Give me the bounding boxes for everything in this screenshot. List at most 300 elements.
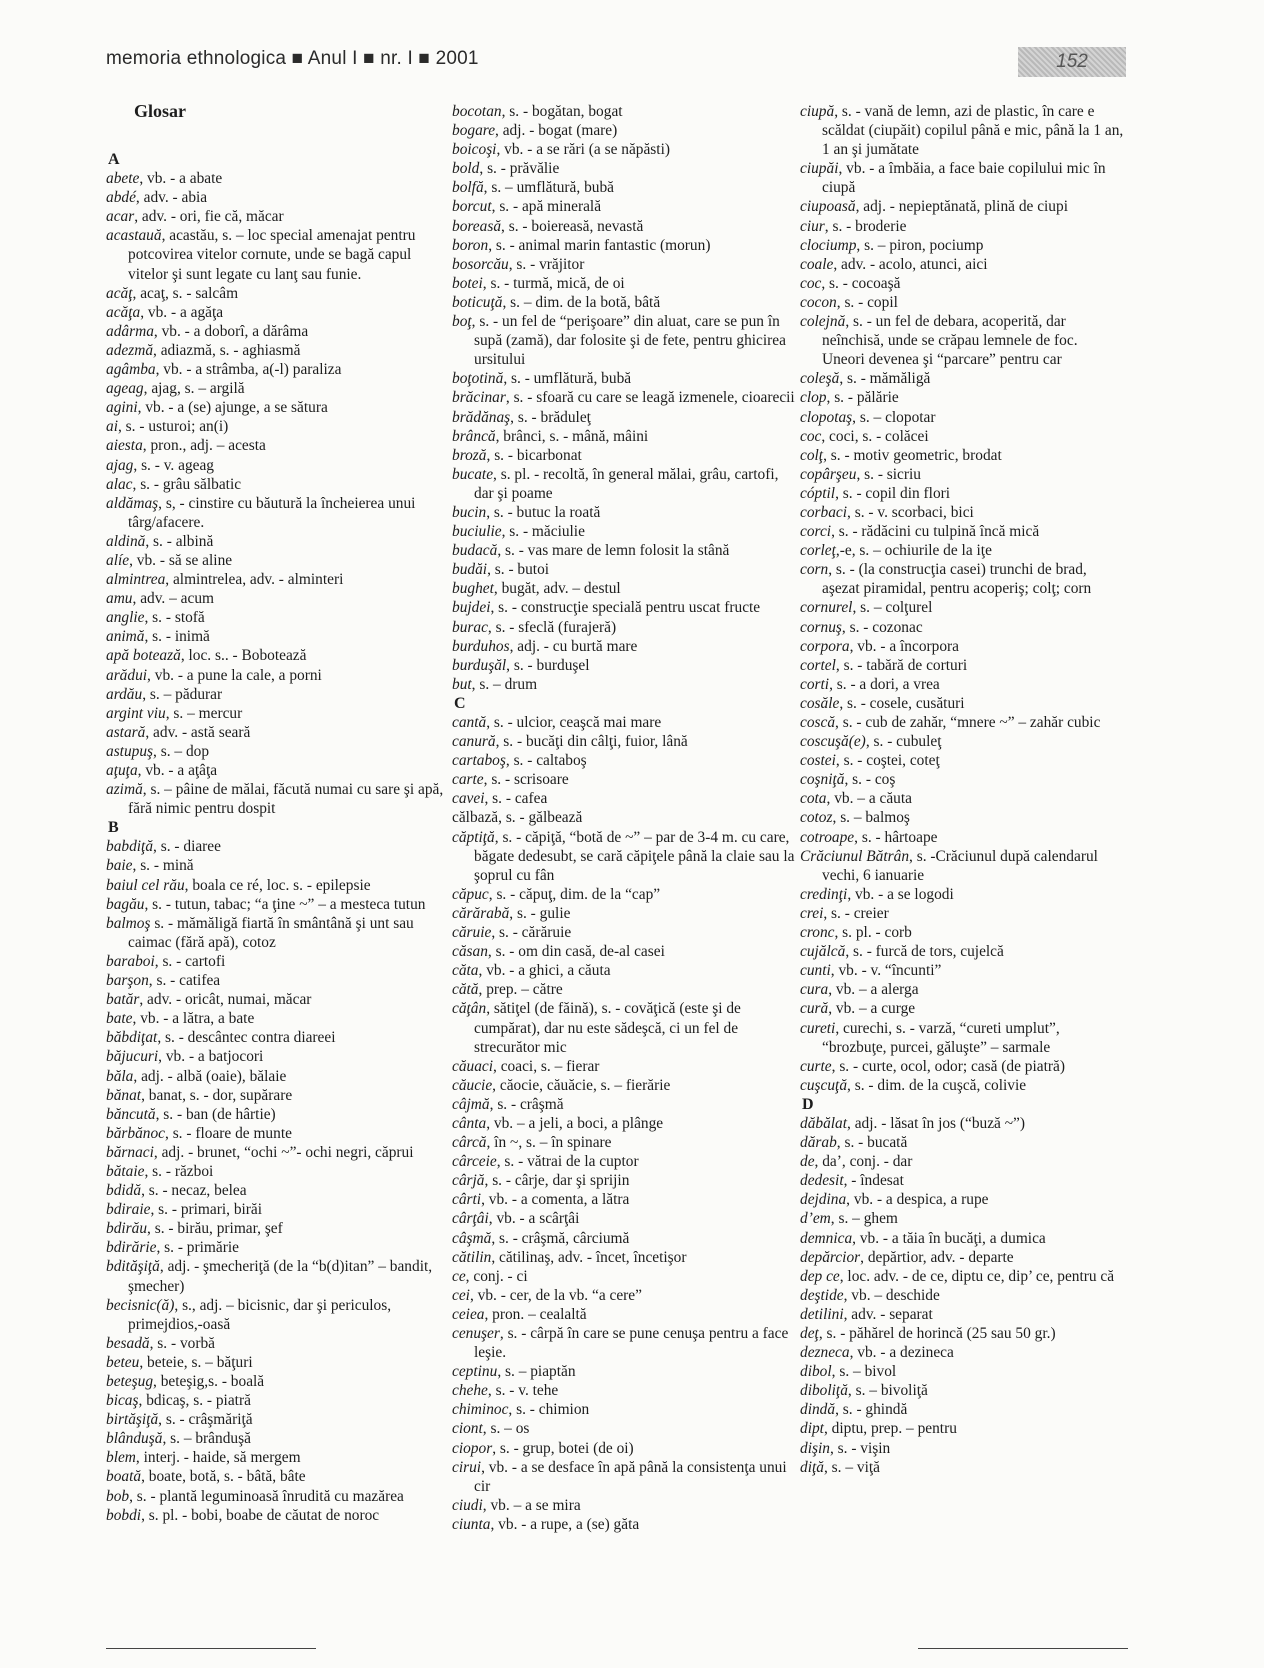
entry-headword: cărărabă: [452, 904, 510, 922]
entry-definition: , acaţ, s. - salcâm: [132, 284, 239, 302]
glossary-entry: [800, 1209, 1124, 1228]
glossary-entry: [452, 656, 798, 675]
entry-headword: bate: [106, 1010, 133, 1028]
entry-headword: aldină: [106, 532, 146, 550]
entry-definition: , pron. – cealaltă: [484, 1305, 587, 1323]
glossary-entry: [106, 1124, 446, 1143]
entry-definition: , s, - cinstire cu băutură la încheierea unui târg/afacere.: [128, 494, 416, 531]
entry-headword: bărbănoc: [106, 1124, 165, 1142]
entry-definition: , s. - boiereasă, nevastă: [501, 217, 644, 235]
glossary-entry: [106, 742, 446, 761]
entry-definition: , s. – bivoliţă: [847, 1382, 928, 1400]
entry-headword: abdé: [106, 189, 136, 207]
entry-definition: , beteie, s. – băţuri: [139, 1353, 253, 1371]
entry-headword: cureti: [800, 1019, 836, 1037]
entry-definition: , vb. - a se desface în apă până la consistenţa unui cir: [474, 1458, 787, 1495]
entry-headword: aldămaş: [106, 494, 159, 512]
entry-definition: , almintrelea, adv. - alminteri: [165, 571, 344, 589]
entry-headword: copârşeu: [800, 465, 857, 483]
glossary-entry: [452, 942, 798, 961]
entry-headword: cosăle: [800, 694, 840, 712]
entry-headword: budăi: [452, 561, 488, 579]
entry-definition: , s. - dim. de la cuşcă, colivie: [847, 1076, 1027, 1094]
glossary-entry: [106, 379, 446, 398]
section-letter: A: [108, 151, 120, 168]
glossary-entry: [800, 1400, 1124, 1419]
separator-icon: ■: [291, 48, 304, 69]
glossary-entry: [452, 637, 798, 656]
glossary-entry: [106, 704, 446, 723]
entry-headword: coale: [800, 255, 834, 273]
glossary-entry: [800, 274, 1124, 293]
entry-definition: , vb. - a scârţâi: [488, 1210, 580, 1228]
entry-definition: , coci, s. - colăcei: [821, 427, 929, 445]
entry-definition: , s. - grâu sălbatic: [132, 475, 242, 493]
entry-headword: besadă: [106, 1334, 150, 1352]
entry-definition: ,-e, s. – ochiurile de la iţe: [835, 542, 992, 560]
glossary-entry: [106, 952, 446, 971]
glossary-entry: [800, 1324, 1124, 1343]
glossary-entry: [800, 427, 1124, 446]
entry-definition: , s. - vrăjitor: [508, 255, 585, 273]
entry-headword: baiul cel rău: [106, 876, 185, 894]
entry-definition: , s. - inimă: [144, 628, 210, 646]
entry-headword: ciont: [452, 1420, 483, 1438]
entry-headword: beteu: [106, 1353, 140, 1371]
entry-definition: , s. - cosele, cusături: [839, 694, 965, 712]
glossary-entry: [800, 1381, 1124, 1400]
entry-definition: , s. - v. tehe: [487, 1382, 559, 1400]
glossary-entry: [452, 1515, 798, 1534]
entry-headword: ciunta: [452, 1515, 491, 1533]
glossary-entry: [452, 675, 798, 694]
footer-rule: [918, 1648, 1128, 1649]
entry-definition: , s. - burduşel: [506, 656, 590, 674]
entry-definition: , s. - cafea: [484, 790, 548, 808]
glossary-entry: [452, 388, 798, 407]
glossary-entry: [452, 923, 798, 942]
entry-headword: cunti: [800, 962, 831, 980]
entry-definition: , s. - cărăruie: [491, 924, 572, 942]
entry-headword: bucate: [452, 465, 494, 483]
entry-headword: căucie: [452, 1076, 493, 1094]
entry-headword: aţuţa: [106, 762, 138, 779]
entry-definition: , s. - vas mare de lemn folosit la stână: [497, 542, 730, 560]
entry-headword: cârjă: [452, 1172, 485, 1190]
glossary-entry: [800, 1248, 1124, 1267]
glossary-entry: [800, 1286, 1124, 1305]
entry-definition: , s. – colţurel: [852, 599, 933, 617]
entry-headword: cuşcuţă: [800, 1076, 848, 1094]
entry-definition: , s. - un fel de “perişoare” din aluat, care se pun în supă (zamă), dar folosite şi de fete, pentru ghicirea ursitului: [471, 313, 786, 369]
entry-definition: , în ~, s. – în spinare: [486, 1134, 612, 1152]
issue-label: nr. I: [380, 48, 413, 69]
glossary-title: Glosar: [134, 101, 186, 121]
entry-definition: , s. – umflătură, bubă: [483, 179, 615, 197]
entry-headword: cóptil: [800, 484, 836, 502]
entry-definition: , s. – os: [482, 1420, 530, 1438]
glossary-entry: [106, 1429, 446, 1448]
entry-definition: , vb. - a dezineca: [849, 1344, 954, 1362]
glossary-entry: [106, 532, 446, 551]
entry-definition: , s. - coştei, coteţ: [835, 752, 940, 770]
entry-definition: , adj. - cu burtă mare: [509, 637, 638, 655]
entry-definition: , s. - furcă de tors, cujelcă: [845, 943, 1004, 961]
glossary-entry: [800, 1458, 1124, 1477]
entry-definition: , adv. - separat: [843, 1305, 933, 1323]
entry-definition: , adj. - albă (oaie), bălaie: [133, 1067, 287, 1085]
glossary-entry: [800, 560, 1124, 598]
glossary-entry: [800, 217, 1124, 236]
glossary-entry: [452, 885, 798, 904]
entry-definition: , s. – brânduşă: [162, 1430, 251, 1448]
entry-definition: , vb. - a agăţa: [140, 303, 224, 321]
glossary-entry: [800, 732, 1124, 751]
entry-headword: dăbălat: [800, 1114, 848, 1132]
glossary-entry: [800, 388, 1124, 407]
entry-definition: , s. – mercur: [165, 704, 243, 722]
entry-definition: , s. - război: [144, 1162, 214, 1180]
entry-definition: , conj. - ci: [465, 1267, 528, 1285]
glossary-entry: [106, 341, 446, 360]
entry-headword: but: [452, 675, 472, 693]
glossary-entry: [452, 1324, 798, 1362]
glossary-entry: [106, 895, 446, 914]
entry-definition: , adj. - nepieptănată, plină de ciupi: [855, 198, 1068, 216]
glossary-entry: [800, 656, 1124, 675]
glossary-entry: [452, 522, 798, 541]
glossary-entry: [452, 980, 798, 999]
glossary-entry: [800, 1152, 1124, 1171]
entry-definition: , s. - rădăcini cu tulpină încă mică: [831, 523, 1040, 541]
entry-definition: , pron., adj. – acesta: [142, 437, 266, 455]
entry-headword: cornurel: [800, 599, 853, 617]
entry-definition: , s. - ulcior, ceaşcă mai mare: [486, 714, 662, 731]
entry-headword: ardău: [106, 685, 143, 703]
glossary-entry: [106, 1105, 446, 1124]
entry-definition: , căocie, căuăcie, s. – fierărie: [492, 1076, 671, 1094]
entry-definition: , vb. - a se logodi: [847, 885, 954, 903]
entry-headword: cirui: [452, 1458, 482, 1476]
glossary-entry: [800, 675, 1124, 694]
glossary-entry: [106, 627, 446, 646]
entry-headword: ce: [452, 1267, 466, 1285]
entry-definition: , s. – dop: [153, 742, 210, 760]
entry-definition: , adv. - ori, fie că, măcar: [134, 208, 284, 226]
entry-definition: , s., adj. – bicisnic, dar şi periculos, primejdios,-oasă: [128, 1296, 392, 1333]
glossary-entry: [800, 961, 1124, 980]
entry-headword: diţă: [800, 1458, 824, 1476]
glossary-entry: [106, 761, 446, 780]
glossary-entry: [452, 217, 798, 236]
glossary-entry: [106, 608, 446, 627]
entry-headword: coscuşă(e): [800, 733, 866, 751]
entry-definition: , s. - vană de lemn, azi de plastic, în care e scăldat (ciupăit) copilul până e mic, până la 1 an, 1 an şi jumătate: [822, 103, 1124, 159]
entry-definition: , s. - tabără de corturi: [835, 656, 968, 674]
glossary-entry: [106, 1162, 446, 1181]
entry-headword: clociump: [800, 236, 857, 254]
entry-definition: , s. - sicriu: [856, 465, 921, 483]
entry-definition: , s. - crâşmăriţă: [158, 1411, 253, 1429]
entry-definition: , - îndesat: [843, 1172, 904, 1190]
glossary-entry: [800, 694, 1124, 713]
entry-definition: , s. – pădurar: [142, 685, 223, 703]
entry-definition: , s. – balmoş: [832, 809, 910, 827]
entry-headword: cârţâi: [452, 1210, 489, 1228]
entry-headword: bărnaci: [106, 1143, 154, 1161]
glossary-entry: [106, 284, 446, 303]
entry-headword: coc: [800, 274, 822, 292]
entry-definition: , brânci, s. - mână, mâini: [495, 427, 649, 445]
glossary-entry: [106, 207, 446, 226]
entry-headword: cârti: [452, 1191, 482, 1209]
entry-definition: , s. - bogătan, bogat: [501, 103, 623, 120]
entry-headword: clop: [800, 389, 827, 407]
glossary-entry: [106, 169, 446, 188]
entry-headword: acăţ: [106, 284, 133, 302]
entry-headword: detilini: [800, 1305, 844, 1323]
entry-definition: , adv. - abia: [135, 189, 208, 207]
glossary-entry: [452, 1248, 798, 1267]
entry-headword: animă: [106, 628, 145, 646]
entry-headword: bicaş: [106, 1392, 139, 1410]
glossary-entry: [452, 293, 798, 312]
entry-headword: bobdi: [106, 1506, 142, 1524]
glossary-entry: [452, 541, 798, 560]
entry-headword: acastauă: [106, 227, 162, 245]
entry-definition: , sătiţel (de făină), s. - covăţică (este şi de cumpărat), dar nu este sădeşcă, ci un fel de strecurător mic: [474, 1000, 741, 1056]
glossary-entry: [106, 723, 446, 742]
entry-definition: , s. – viţă: [823, 1458, 880, 1476]
glossary-column-3: [800, 102, 1124, 1477]
entry-headword: bughet: [452, 580, 494, 598]
entry-headword: căpuc: [452, 885, 489, 903]
glossary-entry: [106, 1391, 446, 1410]
glossary-entry: [452, 828, 798, 885]
glossary-entry: [452, 1114, 798, 1133]
glossary-entry: [800, 312, 1124, 369]
entry-headword: boţotină: [452, 370, 504, 388]
entry-headword: boron: [452, 236, 489, 254]
entry-headword: acar: [106, 208, 135, 226]
separator-icon: ■: [363, 48, 375, 69]
glossary-entry: [452, 1190, 798, 1209]
entry-headword: cură: [800, 1000, 829, 1018]
glossary-entry: [106, 1181, 446, 1200]
entry-definition: , s. - scrisoare: [483, 771, 569, 789]
entry-headword: anglie: [106, 609, 145, 627]
entry-headword: depărcior: [800, 1248, 861, 1266]
entry-headword: dipt: [800, 1420, 824, 1438]
entry-headword: almintrea: [106, 571, 166, 589]
entry-definition: , da’, conj. - dar: [814, 1153, 913, 1171]
entry-headword: bosorcău: [452, 255, 509, 273]
entry-headword: căuaci: [452, 1057, 494, 1075]
entry-definition: , vb. - a batjocori: [158, 1048, 264, 1066]
entry-definition: , vb. - a aţâţa: [137, 762, 218, 779]
glossary-entry: [452, 312, 798, 369]
glossary-entry: [106, 1219, 446, 1238]
entry-headword: baraboi: [106, 952, 155, 970]
glossary-entry: [106, 914, 446, 952]
entry-headword: ciudi: [452, 1496, 483, 1514]
glossary-entry: [452, 274, 798, 293]
entry-headword: blânduşă: [106, 1430, 163, 1448]
entry-definition: , bdicaş, s. - piatră: [138, 1392, 251, 1410]
entry-definition: , s. - floare de munte: [165, 1124, 292, 1142]
entry-headword: cârcă: [452, 1134, 487, 1152]
entry-headword: cota: [800, 790, 827, 808]
entry-definition: , s. - turmă, mică, de oi: [482, 274, 625, 292]
entry-headword: dărab: [800, 1134, 837, 1152]
entry-definition: , vb. – a se mira: [482, 1496, 581, 1514]
entry-definition: , s. - caltaboş: [505, 752, 587, 770]
glossary-entry: [106, 666, 446, 685]
glossary-entry: [106, 1238, 446, 1257]
entry-definition: , vb. - v. “încunti”: [830, 962, 942, 980]
glossary-entry: [800, 503, 1124, 522]
glossary-entry: [106, 456, 446, 475]
glossary-entry: [452, 159, 798, 178]
entry-headword: carte: [452, 771, 484, 789]
entry-definition: , s. - copil din flori: [835, 484, 951, 502]
glossary-entry: [452, 1419, 798, 1438]
entry-headword: dejdina: [800, 1191, 847, 1209]
glossary-entry: [800, 847, 1124, 885]
entry-definition: , vb. - să se aline: [129, 551, 233, 569]
entry-headword: câşmă: [452, 1229, 492, 1247]
entry-definition: , s. - hârtoape: [854, 828, 938, 846]
glossary-entry: [800, 484, 1124, 503]
glossary-entry: [452, 140, 798, 159]
entry-definition: s. - mămăligă fiartă în smântână şi unt sau caimac (fără apă), cotoz: [128, 914, 414, 951]
glossary-entry: [800, 293, 1124, 312]
glossary-entry: [800, 1267, 1124, 1286]
glossary-column-2: [452, 102, 798, 1534]
entry-definition: , vb. - a rupe, a (se) găta: [490, 1515, 640, 1533]
entry-headword: becisnic(ă): [106, 1296, 175, 1314]
glossary-entry: [452, 503, 798, 522]
entry-definition: , s. – drum: [471, 675, 538, 693]
entry-definition: , s. - apă minerală: [491, 198, 602, 216]
entry-headword: acăţa: [106, 303, 141, 321]
entry-headword: coc: [800, 427, 822, 445]
entry-headword: birtăşiţă: [106, 1411, 159, 1429]
glossary-entry: [452, 1095, 798, 1114]
entry-definition: , s. - bicarbonat: [486, 446, 582, 464]
glossary-entry: [106, 1086, 446, 1105]
glossary-entry: [800, 980, 1124, 999]
entry-definition: , s. - v. scorbaci, bici: [847, 503, 974, 521]
entry-definition: , s. pl. - recoltă, în general mălai, grâu, cartofi, dar şi poame: [474, 465, 779, 502]
glossary-entry: [800, 465, 1124, 484]
glossary-entry: [800, 1114, 1124, 1133]
entry-definition: , vb. - a abate: [139, 170, 223, 188]
glossary-entry: [452, 102, 798, 121]
entry-headword: azimă: [106, 781, 143, 799]
glossary-entry: [452, 178, 798, 197]
section-letter: B: [108, 819, 119, 837]
entry-definition: , vb. - a lătra, a bate: [132, 1010, 255, 1028]
entry-headword: amu: [106, 590, 133, 608]
glossary-entry: [106, 990, 446, 1009]
entry-headword: bolfă: [452, 179, 484, 197]
entry-definition: , vb. – a jeli, a boci, a plânge: [486, 1114, 664, 1132]
glossary-entry: [452, 961, 798, 980]
glossary-entry: [800, 102, 1124, 159]
entry-definition: , s. - (la construcţia casei) trunchi de brad, aşezat piramidal, pentru acoperiş; colţ; corn: [822, 561, 1092, 598]
entry-definition: , s. - primari, birăi: [150, 1201, 263, 1219]
entry-definition: , s. - stofă: [144, 609, 205, 627]
entry-headword: ajag: [106, 456, 134, 474]
glossary-entry: [800, 598, 1124, 617]
entry-definition: , s. - pălărie: [826, 389, 899, 407]
entry-headword: dep ce: [800, 1267, 840, 1285]
entry-definition: , cătilinaş, adv. - încet, încetişor: [491, 1248, 687, 1266]
glossary-entry: [800, 1190, 1124, 1209]
entry-headword: demnica: [800, 1229, 853, 1247]
glossary-entry: [452, 904, 798, 923]
glossary-entry: [452, 1229, 798, 1248]
entry-definition: , s. – ghem: [830, 1210, 898, 1228]
entry-definition: , s. - căpiţă, “botă de ~” – par de 3-4 m. cu care, băgate dedesubt, se cară căpiţele până la claie sau la şoprul cu fân: [474, 828, 795, 884]
glossary-entry: [800, 713, 1124, 732]
glossary-entry: [800, 904, 1124, 923]
entry-headword: botei: [452, 274, 483, 292]
entry-definition: , s. - sfeclă (furajeră): [487, 618, 617, 636]
glossary-entry: [800, 1171, 1124, 1190]
glossary-entry: [106, 1334, 446, 1353]
glossary-entry: [106, 303, 446, 322]
glossary-entry: [800, 236, 1124, 255]
glossary-entry: [800, 942, 1124, 961]
glossary-entry: [452, 770, 798, 789]
year-label: 2001: [435, 48, 479, 69]
glossary-entry: [452, 1381, 798, 1400]
entry-headword: borcut: [452, 198, 492, 216]
entry-definition: , s. - cârje, dar şi sprijin: [484, 1172, 630, 1190]
entry-definition: , s. - albină: [145, 532, 214, 550]
entry-definition: , s. - vişin: [829, 1439, 891, 1457]
entry-headword: ciopor: [452, 1439, 493, 1457]
entry-definition: , s. - tutun, tabac; “a ţine ~” – a mesteca tutun: [144, 895, 426, 913]
entry-definition: , adv. – acum: [132, 590, 214, 608]
entry-definition: , vb. - a despica, a rupe: [846, 1191, 989, 1209]
entry-headword: dindă: [800, 1401, 836, 1419]
glossary-entry: [800, 1362, 1124, 1381]
glossary-entry: [800, 828, 1124, 847]
entry-headword: agâmba: [106, 361, 156, 379]
entry-definition: , s. - brăduleţ: [510, 408, 591, 426]
entry-headword: alíe: [106, 551, 130, 569]
entry-headword: colejnă: [800, 313, 846, 331]
entry-headword: corci: [800, 523, 832, 541]
entry-headword: corleţ: [800, 542, 836, 560]
entry-headword: dedesit: [800, 1172, 844, 1190]
entry-headword: băncută: [106, 1105, 156, 1123]
glossary-entry: [800, 885, 1124, 904]
glossary-entry: [106, 475, 446, 494]
glossary-entry: [800, 1133, 1124, 1152]
entry-headword: bdirărie: [106, 1239, 157, 1257]
glossary-entry: [800, 1076, 1124, 1095]
entry-headword: câjmă: [452, 1095, 490, 1113]
entry-headword: cartaboş: [452, 752, 506, 770]
glossary-entry: [800, 522, 1124, 541]
entry-headword: boţ: [452, 313, 472, 331]
entry-headword: babdiţă: [106, 838, 154, 856]
entry-definition: , depărtior, adv. - departe: [860, 1248, 1014, 1266]
